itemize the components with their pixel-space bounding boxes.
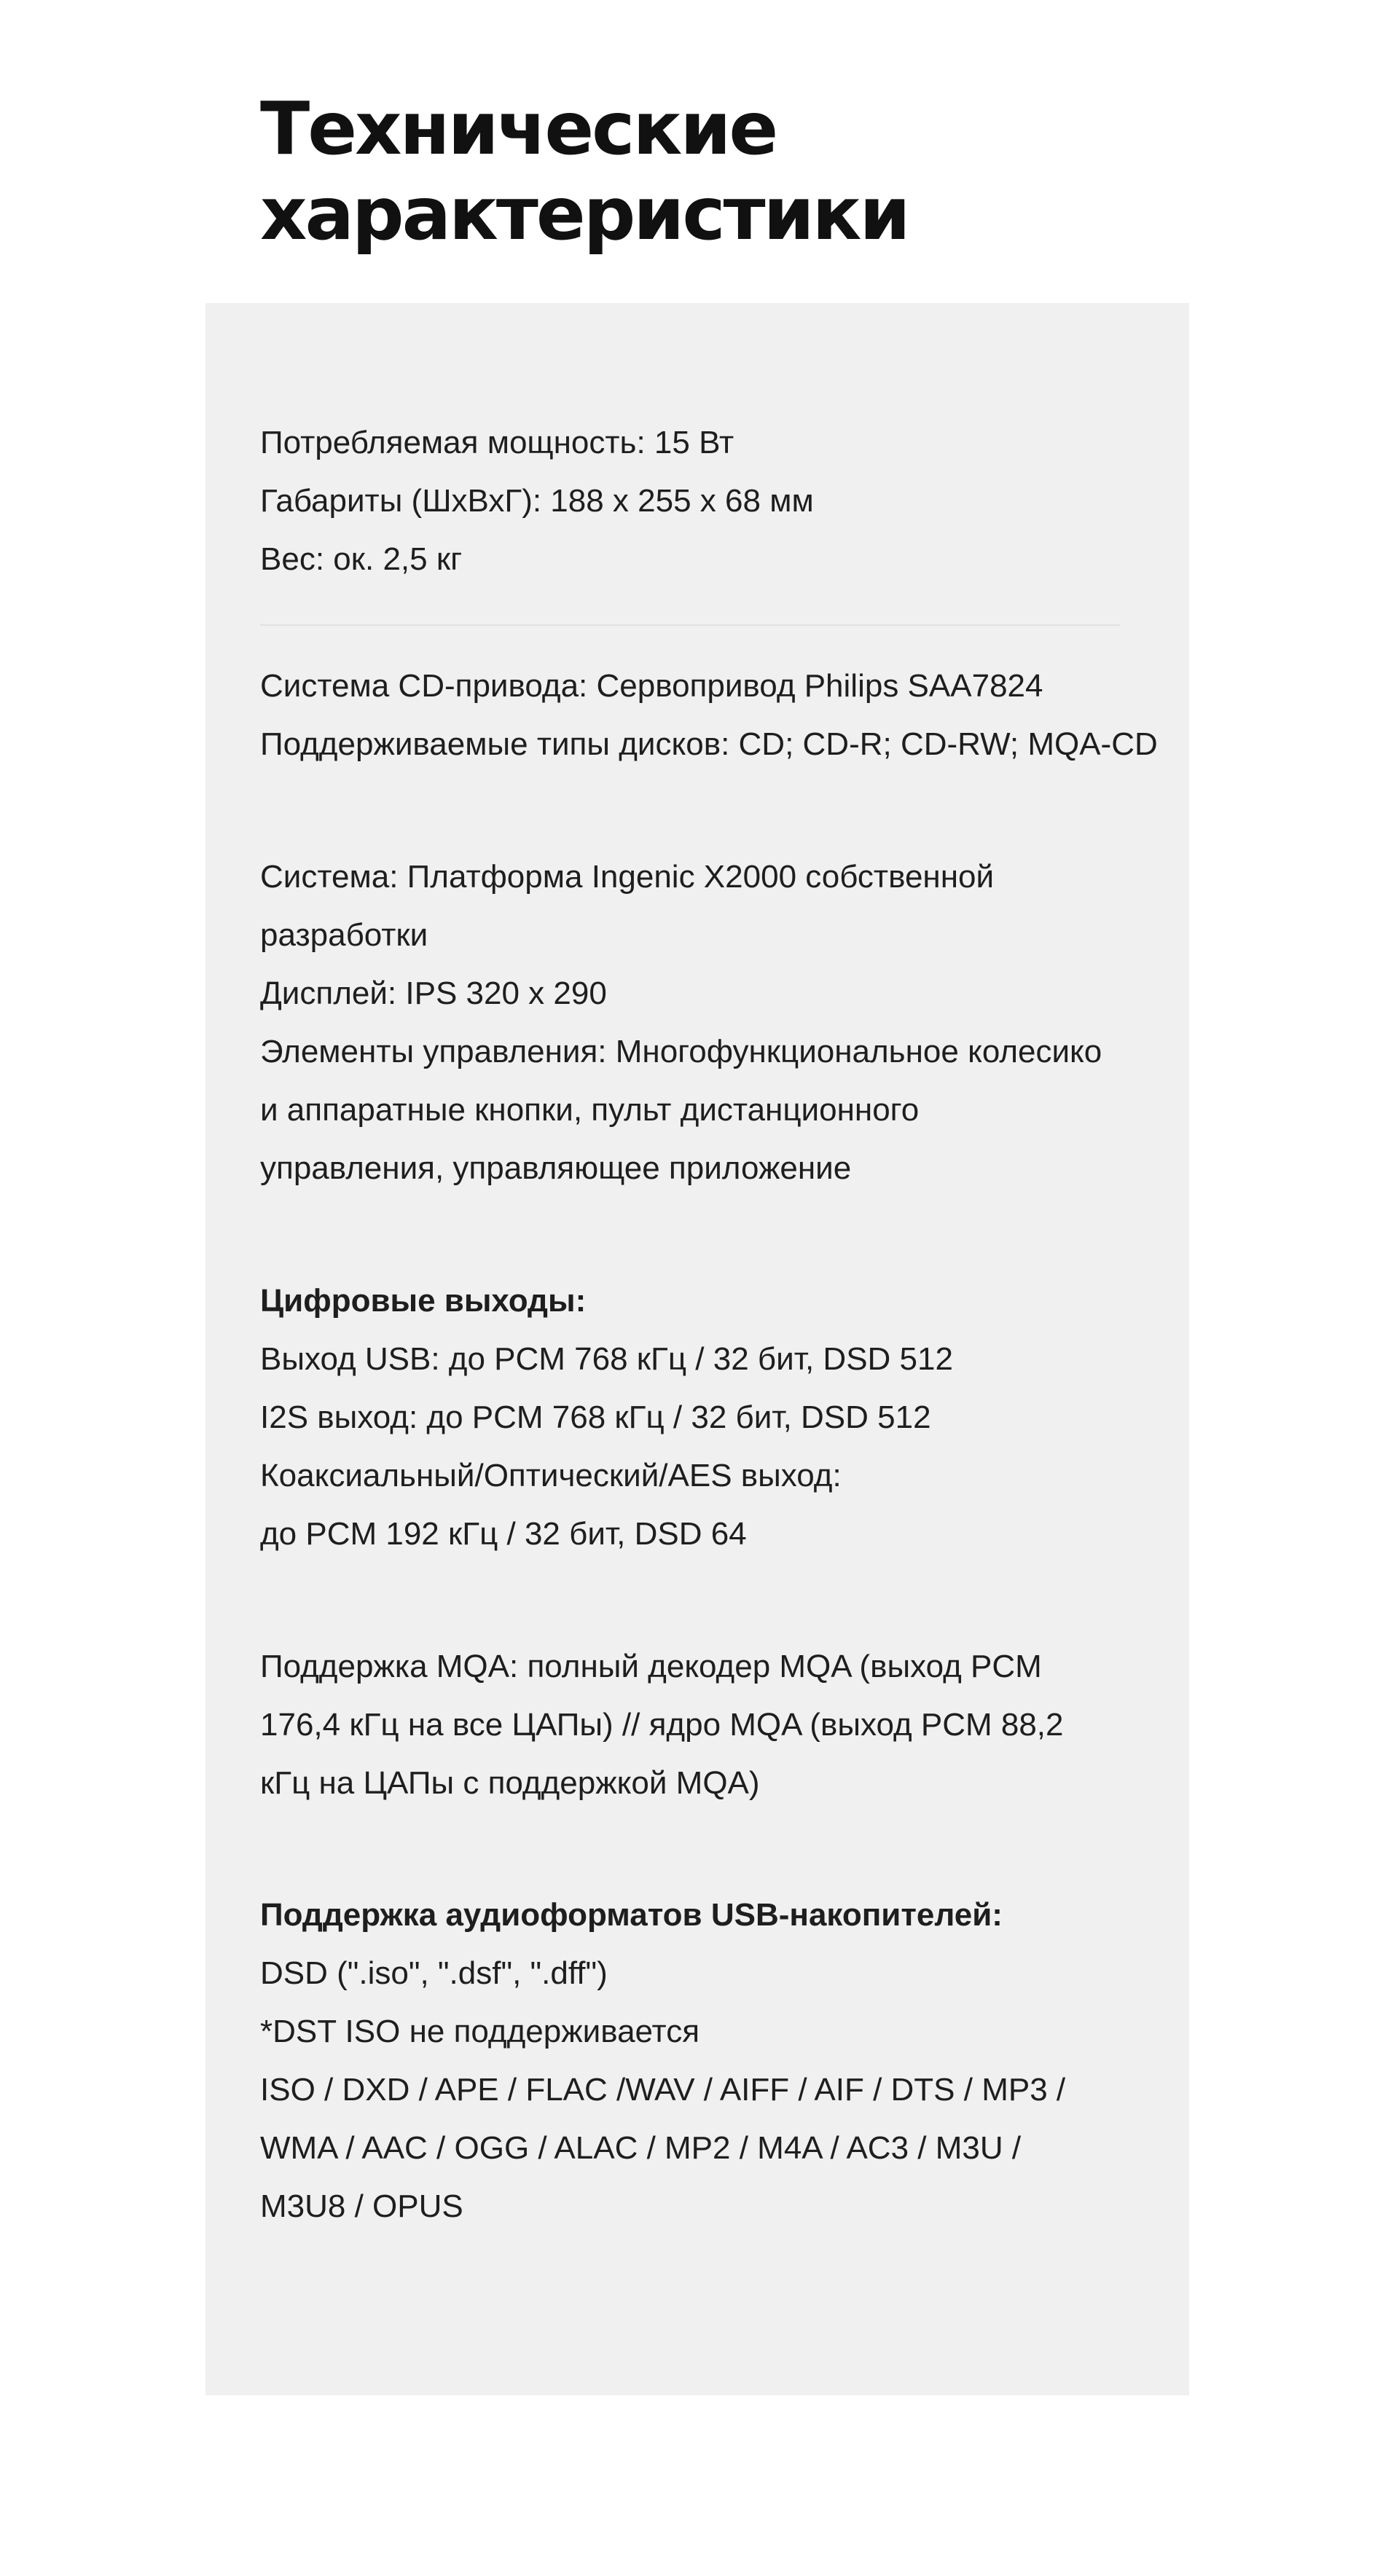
spec-format-list bbox=[260, 2061, 1135, 2236]
spec-controls bbox=[260, 1023, 1135, 1198]
spec-dimensions: Габариты (ШхВхГ): 188 x 255 x 68 мм bbox=[260, 483, 814, 519]
section-gap bbox=[260, 1198, 1135, 1272]
spec-disc-types: Поддерживаемые типы дисков: CD; CD-R; CD-RW; MQA-CD bbox=[260, 726, 1158, 762]
page-title-line2: характеристики bbox=[260, 171, 909, 256]
spec-platform bbox=[260, 848, 1135, 965]
spec-controls-line: Элементы управления: Многофункциональное колесико bbox=[260, 1034, 1102, 1069]
spec-coax-output bbox=[260, 1447, 1135, 1563]
spec-coax-line: до PCM 192 кГц / 32 бит, DSD 64 bbox=[260, 1516, 747, 1552]
spec-list bbox=[260, 414, 1158, 2236]
spec-usb-output: Выход USB: до PCM 768 кГц / 32 бит, DSD 512 bbox=[260, 1341, 953, 1377]
spec-format-line: ISO / DXD / APE / FLAC /WAV / AIFF / AIF / DTS / MP3 / bbox=[260, 2072, 1066, 2108]
section-gap bbox=[260, 774, 1135, 848]
spec-controls-line: управления, управляющее приложение bbox=[260, 1150, 852, 1186]
spec-weight: Вес: ок. 2,5 кг bbox=[260, 541, 463, 577]
spec-dst-note: *DST ISO не поддерживается bbox=[260, 2014, 700, 2049]
page-title-line1: Технические bbox=[260, 86, 777, 171]
usb-formats-heading: Поддержка аудиоформатов USB-накопителей: bbox=[260, 1897, 1003, 1933]
digital-outputs-heading: Цифровые выходы: bbox=[260, 1283, 587, 1319]
spec-panel bbox=[205, 303, 1189, 2395]
spec-platform-line: Система: Платформа Ingenic X2000 собственной bbox=[260, 859, 995, 895]
spec-i2s-output: I2S выход: до PCM 768 кГц / 32 бит, DSD 512 bbox=[260, 1399, 931, 1435]
spec-power: Потребляемая мощность: 15 Вт bbox=[260, 425, 734, 460]
spec-format-line: M3U8 / OPUS bbox=[260, 2188, 463, 2224]
spec-platform-line: разработки bbox=[260, 917, 428, 953]
spec-mqa bbox=[260, 1638, 1135, 1813]
spec-mqa-line: кГц на ЦАПы с поддержкой MQA) bbox=[260, 1765, 760, 1801]
divider bbox=[260, 624, 1120, 626]
spec-mqa-line: 176,4 кГц на все ЦАПы) // ядро MQA (выход PCM 88,2 bbox=[260, 1707, 1064, 1743]
section-gap bbox=[260, 1563, 1135, 1638]
spec-mqa-line: Поддержка MQA: полный декодер MQA (выход PCM bbox=[260, 1649, 1042, 1684]
spec-cd-drive: Система CD-привода: Сервопривод Philips SAA7824 bbox=[260, 668, 1043, 704]
spec-coax-line: Коаксиальный/Оптический/AES выход: bbox=[260, 1458, 842, 1493]
section-gap bbox=[260, 1813, 1135, 1886]
spec-display: Дисплей: IPS 320 x 290 bbox=[260, 975, 607, 1011]
spec-dsd-formats: DSD (".iso", ".dsf", ".dff") bbox=[260, 1955, 608, 1991]
spec-controls-line: и аппаратные кнопки, пульт дистанционного bbox=[260, 1092, 920, 1128]
spec-format-line: WMA / AAC / OGG / ALAC / MP2 / M4A / AC3 / M3U / bbox=[260, 2130, 1022, 2166]
page-title bbox=[260, 86, 1207, 256]
